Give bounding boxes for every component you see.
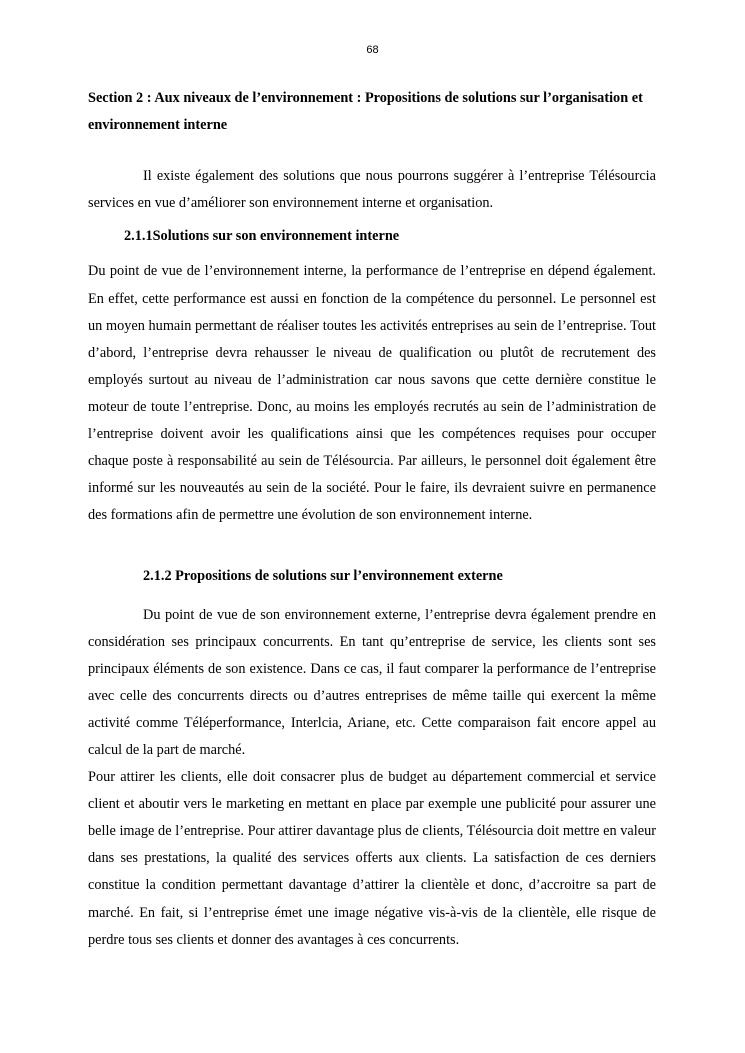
document-body [88, 85, 656, 954]
page-number: 68 [366, 44, 379, 56]
section-title: Section 2 : Aux niveaux de l’environnement : Propositions de solutions sur l’organisation et environnement interne [88, 90, 643, 134]
subsection-1-heading: 2.1.1Solutions sur son environnement interne [124, 228, 400, 245]
subsection-2-paragraph-1: Du point de vue de son environnement externe, l’entreprise devra également prendre en considération ses principaux concurrents. En tant qu’entreprise de service, les clients sont ses principaux éléments de son existence. Dans ce cas, il faut comparer la performance de l’entreprise avec celle des concurrents directs ou d’autres entreprises de même taille qui exercent la même activité comme Téléperformance, Interlcia, Ariane, etc. Cette comparaison fait encore appel au calcul de la part de marché. [88, 606, 656, 758]
subsection-2-heading: 2.1.2 Propositions de solutions sur l’environnement externe [143, 568, 503, 585]
subsection-1-paragraph: Du point de vue de l’environnement interne, la performance de l’entreprise en dépend également. En effet, cette performance est aussi en fonction de la compétence du personnel. Le personnel est un moyen humain permettant de réaliser toutes les activités entreprises au sein de l’entreprise. Tout d’abord, l’entreprise devra rehausser le niveau de qualification ou plutôt de recrutement des employés surtout au niveau de l’administration car nous savons que cette dernière constitue le moteur de toute l’entreprise. Donc, au moins les employés recrutés au sein de l’administration de l’entreprise doivent avoir les qualifications ainsi que les compétences requises pour occuper chaque poste à responsabilité au sein de Télésourcia. Par ailleurs, le personnel doit également être informé sur les nouveautés au sein de la société. Pour le faire, ils devraient suivre en permanence des formations afin de permettre une évolution de son environnement interne. [88, 263, 656, 524]
subsection-2-paragraph-2: Pour attirer les clients, elle doit consacrer plus de budget au département commercial et service client et aboutir vers le marketing en mettant en place par exemple une publicité pour assurer une belle image de l’entreprise. Pour attirer davantage plus de clients, Télésourcia doit mettre en valeur dans ses prestations, la qualité des services offerts aux clients. La satisfaction de ces derniers constitue la condition permettant davantage d’attirer la clientèle et donc, d’accroitre sa part de marché. En fait, si l’entreprise émet une image négative vis-à-vis de la clientèle, elle risque de perdre tous ses clients et donner des avantages à ces concurrents. [88, 769, 656, 948]
intro-paragraph: Il existe également des solutions que nous pourrons suggérer à l’entreprise Télésourcia services en vue d’améliorer son environnement interne et organisation. [88, 168, 656, 212]
